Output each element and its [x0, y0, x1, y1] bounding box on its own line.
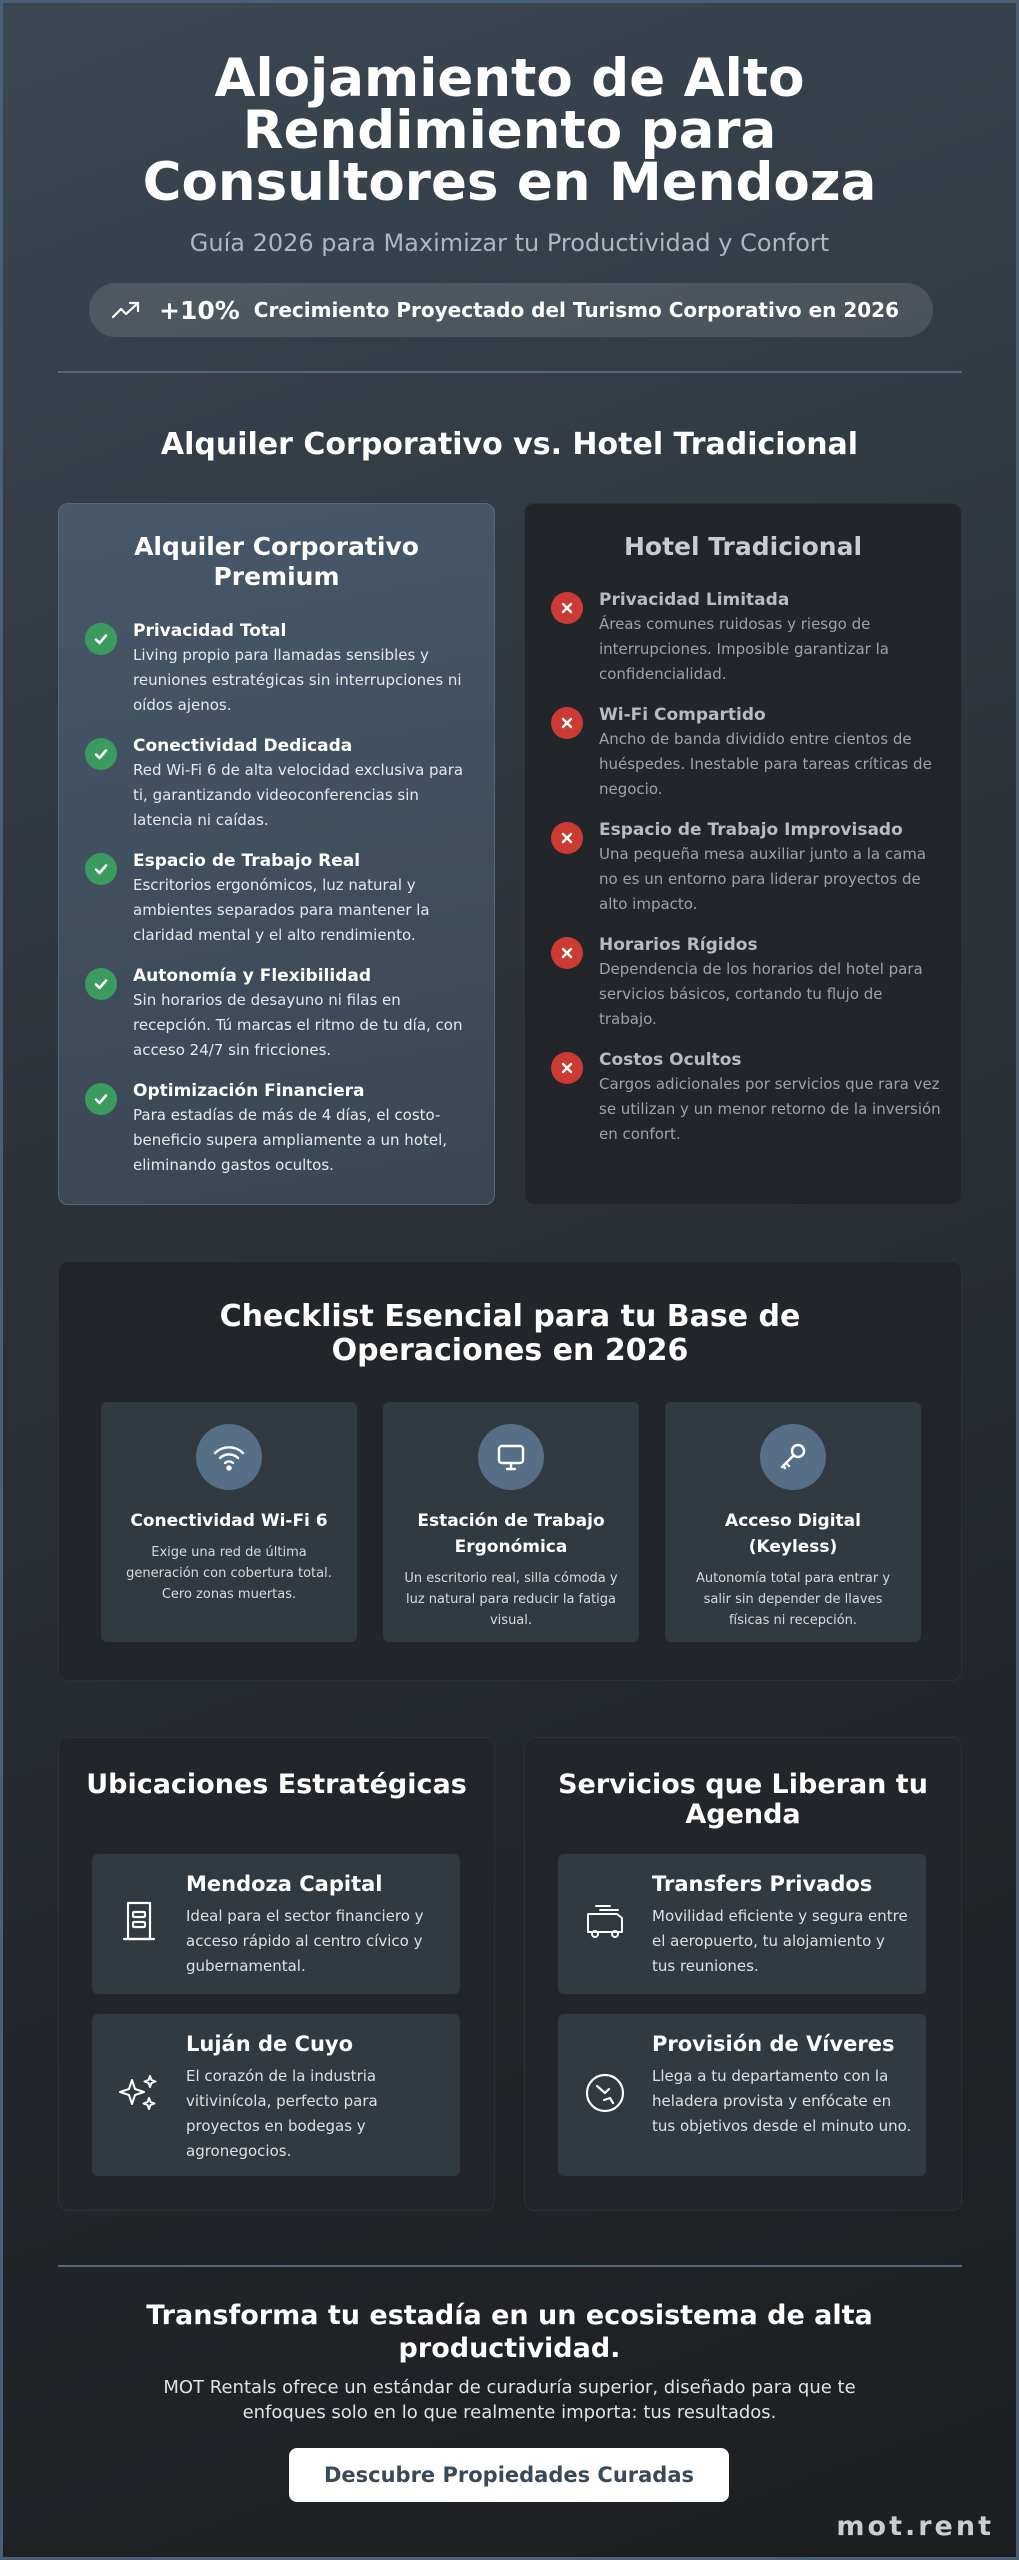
- item-title: Espacio de Trabajo Improvisado: [599, 820, 903, 840]
- advantage-item: [85, 851, 474, 948]
- item-desc: Áreas comunes ruidosas y riesgo de interrupciones. Imposible garantizar la confidencialidad.: [599, 615, 889, 683]
- checklist-item-desc: Autonomía total para entrar y salir sin depender de llaves físicas ni recepción.: [695, 1571, 891, 1628]
- item-desc: Ancho de banda dividido entre cientos de huéspedes. Inestable para tareas críticas de negocio.: [599, 730, 932, 798]
- item-desc: Escritorios ergonómicos, luz natural y ambientes separados para mantener la claridad mental y el alto rendimiento.: [133, 876, 430, 944]
- service-item-groceries: [558, 2014, 926, 2176]
- item-title: Optimización Financiera: [133, 1081, 365, 1101]
- item-title: Wi-Fi Compartido: [599, 705, 766, 725]
- location-desc: El corazón de la industria vitivinícola, perfecto para proyectos en bodegas y agronegocios.: [186, 2067, 378, 2160]
- checklist-item-keyless: [665, 1402, 921, 1642]
- divider: [58, 2265, 962, 2267]
- locations-title: Ubicaciones Estratégicas: [86, 1769, 467, 1800]
- key-icon: [775, 1439, 811, 1475]
- hotel-card: [524, 503, 962, 1205]
- hero: [3, 48, 1016, 257]
- check-icon: [85, 853, 117, 885]
- x-icon: [551, 822, 583, 854]
- corporate-title: Alquiler Corporativo Premium: [134, 532, 419, 591]
- x-icon: [551, 707, 583, 739]
- item-desc: Para estadías de más de 4 días, el costo-beneficio supera ampliamente a un hotel, eliminando gastos ocultos.: [133, 1106, 448, 1174]
- checklist-card: [58, 1261, 962, 1681]
- checklist-item-title: Conectividad Wi-Fi 6: [130, 1511, 328, 1531]
- cta-text: MOT Rentals ofrece un estándar de curaduría superior, diseñado para que te enfoques solo en lo que realmente importa: tus resultados.: [163, 2377, 856, 2423]
- location-desc: Ideal para el sector financiero y acceso rápido al centro cívico y gubernamental.: [186, 1907, 424, 1975]
- checklist-item-desc: Exige una red de última generación con cobertura total. Cero zonas muertas.: [126, 1545, 332, 1602]
- service-title: Transfers Privados: [652, 1872, 873, 1896]
- item-title: Espacio de Trabajo Real: [133, 851, 361, 871]
- services-title: Servicios que Liberan tu Agenda: [558, 1769, 928, 1830]
- item-desc: Dependencia de los horarios del hotel para servicios básicos, cortando tu flujo de trabajo.: [599, 960, 923, 1028]
- location-title: Mendoza Capital: [186, 1872, 383, 1896]
- wifi-icon: [211, 1439, 247, 1475]
- item-desc: Una pequeña mesa auxiliar junto a la cama no es un entorno para liderar proyectos de alto impacto.: [599, 845, 927, 913]
- item-title: Autonomía y Flexibilidad: [133, 966, 371, 986]
- divider: [58, 371, 962, 373]
- brand-logo: mot.rent: [836, 2511, 994, 2542]
- building-icon: [116, 1898, 162, 1944]
- service-item-transfers: [558, 1854, 926, 1994]
- sparkles-icon: [116, 2070, 162, 2116]
- item-title: Costos Ocultos: [599, 1050, 742, 1070]
- item-desc: Sin horarios de desayuno ni filas en recepción. Tú marcas el ritmo de tu día, con acceso 24/7 sin fricciones.: [133, 991, 463, 1059]
- page-title: Alojamiento de Alto Rendimiento para Consultores en Mendoza: [142, 48, 877, 213]
- item-title: Privacidad Limitada: [599, 590, 790, 610]
- item-desc: Cargos adicionales por servicios que rara vez se utilizan y un menor retorno de la inversión en confort.: [599, 1075, 941, 1143]
- discover-properties-button[interactable]: Descubre Propiedades Curadas: [289, 2448, 729, 2502]
- monitor-icon: [493, 1439, 529, 1475]
- car-icon: [582, 1898, 628, 1944]
- stat-value: +10%: [159, 295, 240, 325]
- cta-title: Transforma tu estadía en un ecosistema de alta productividad.: [146, 2300, 873, 2364]
- disadvantage-item: [551, 705, 941, 802]
- locations-card: [58, 1737, 495, 2211]
- page-subtitle: Guía 2026 para Maximizar tu Productividad y Confort: [189, 229, 830, 257]
- check-icon: [85, 968, 117, 1000]
- checklist-item-title: Estación de Trabajo Ergonómica: [417, 1511, 605, 1557]
- disadvantage-item: [551, 820, 941, 917]
- location-title: Luján de Cuyo: [186, 2032, 354, 2056]
- advantage-item: [85, 621, 474, 718]
- checklist-title: Checklist Esencial para tu Base de Operaciones en 2026: [219, 1299, 801, 1368]
- disadvantage-item: [551, 590, 941, 687]
- services-card: [524, 1737, 962, 2211]
- checklist-item-desc: Un escritorio real, silla cómoda y luz natural para reducir la fatiga visual.: [404, 1571, 618, 1628]
- item-desc: Red Wi-Fi 6 de alta velocidad exclusiva para ti, garantizando videoconferencias sin latencia ni caídas.: [133, 761, 464, 829]
- disadvantage-item: [551, 935, 941, 1032]
- item-title: Privacidad Total: [133, 621, 287, 641]
- advantage-item: [85, 966, 474, 1063]
- item-title: Conectividad Dedicada: [133, 736, 353, 756]
- comparison-title: Alquiler Corporativo vs. Hotel Tradicional: [160, 427, 859, 462]
- item-title: Horarios Rígidos: [599, 935, 758, 955]
- service-title: Provisión de Víveres: [652, 2032, 895, 2056]
- check-icon: [85, 1083, 117, 1115]
- hotel-title: Hotel Tradicional: [623, 532, 863, 561]
- checklist-item-title: Acceso Digital (Keyless): [725, 1511, 861, 1557]
- check-icon: [85, 738, 117, 770]
- item-desc: Living propio para llamadas sensibles y reuniones estratégicas sin interrupciones ni oídos ajenos.: [133, 646, 462, 714]
- check-icon: [85, 623, 117, 655]
- advantage-item: [85, 736, 474, 833]
- checklist-item-wifi: [101, 1402, 357, 1642]
- x-icon: [551, 592, 583, 624]
- advantage-item: [85, 1081, 474, 1178]
- location-item-lujan: [92, 2014, 460, 2176]
- x-icon: [551, 937, 583, 969]
- disadvantage-item: [551, 1050, 941, 1147]
- x-icon: [551, 1052, 583, 1084]
- stat-pill: [89, 283, 933, 337]
- service-desc: Movilidad eficiente y segura entre el aeropuerto, tu alojamiento y tus reuniones.: [652, 1907, 908, 1975]
- stat-text: Crecimiento Proyectado del Turismo Corporativo en 2026: [253, 298, 900, 322]
- location-item-mendoza: [92, 1854, 460, 1994]
- clock-icon: [582, 2070, 628, 2116]
- service-desc: Llega a tu departamento con la heladera provista y enfócate en tus objetivos desde el minuto uno.: [652, 2067, 912, 2135]
- corporate-card: [58, 503, 495, 1205]
- checklist-item-workstation: [383, 1402, 639, 1642]
- trending-up-icon: [111, 299, 141, 321]
